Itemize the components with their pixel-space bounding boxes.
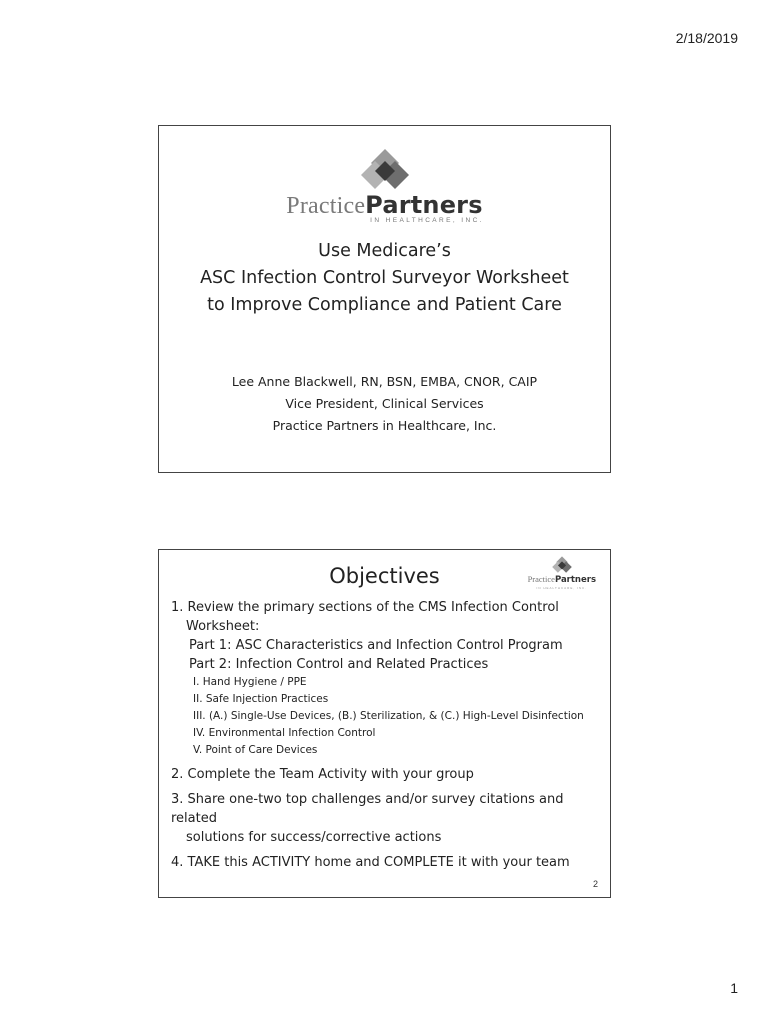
slide-title: Objectives (329, 564, 440, 588)
sub-item: II. Safe Injection Practices (193, 693, 329, 705)
practice-partners-logo (159, 148, 610, 224)
author-name: Lee Anne Blackwell, RN, BSN, EMBA, CNOR, CAIP (231, 374, 538, 389)
sub-item: I. Hand Hygiene / PPE (193, 676, 307, 688)
logo-word-practice: Practice (527, 574, 555, 584)
logo-wordmark (159, 192, 610, 219)
logo-tagline: IN HEALTHCARE, INC. (370, 217, 484, 224)
objectives-list (171, 598, 602, 872)
objective-3-cont: solutions for success/corrective actions (186, 830, 442, 845)
author-block (159, 371, 610, 437)
page-number: 1 (730, 980, 738, 996)
logo-word-practice: Practice (286, 193, 366, 219)
small-logo-tagline: IN HEALTHCARE, INC. (536, 586, 587, 590)
logo-word-partners: Partners (554, 575, 596, 585)
objective-4: 4. TAKE this ACTIVITY home and COMPLETE it with your team (171, 855, 570, 870)
title-line: to Improve Compliance and Patient Care (207, 295, 562, 315)
title-line: ASC Infection Control Surveyor Worksheet (200, 268, 569, 288)
logo-word-partners: Partners (365, 191, 483, 219)
objective-2: 2. Complete the Team Activity with your group (171, 767, 474, 782)
author-role: Vice President, Clinical Services (285, 396, 484, 411)
sub-item: V. Point of Care Devices (193, 744, 318, 756)
sub-item: III. (A.) Single-Use Devices, (B.) Sterilization, & (C.) High-Level Disinfection (193, 710, 584, 722)
print-date: 2/18/2019 (675, 30, 738, 46)
part-1: Part 1: ASC Characteristics and Infection Control Program (189, 638, 563, 653)
diamond-logo-icon (552, 556, 572, 574)
objectives-slide (158, 549, 611, 898)
small-logo (528, 556, 596, 590)
small-logo-wordmark (528, 574, 596, 585)
objective-1: 1. Review the primary sections of the CMS Infection Control (171, 600, 559, 615)
part-2: Part 2: Infection Control and Related Practices (189, 657, 489, 672)
diamond-logo-icon (361, 148, 409, 192)
objective-3: 3. Share one-two top challenges and/or survey citations and related (171, 792, 564, 826)
title-line: Use Medicare’s (318, 241, 451, 261)
title-slide (158, 125, 611, 473)
author-org: Practice Partners in Healthcare, Inc. (272, 418, 497, 433)
presentation-title (159, 238, 610, 319)
objective-1-cont: Worksheet: (186, 619, 260, 634)
slide-number: 2 (592, 879, 598, 889)
sub-item: IV. Environmental Infection Control (193, 727, 376, 739)
